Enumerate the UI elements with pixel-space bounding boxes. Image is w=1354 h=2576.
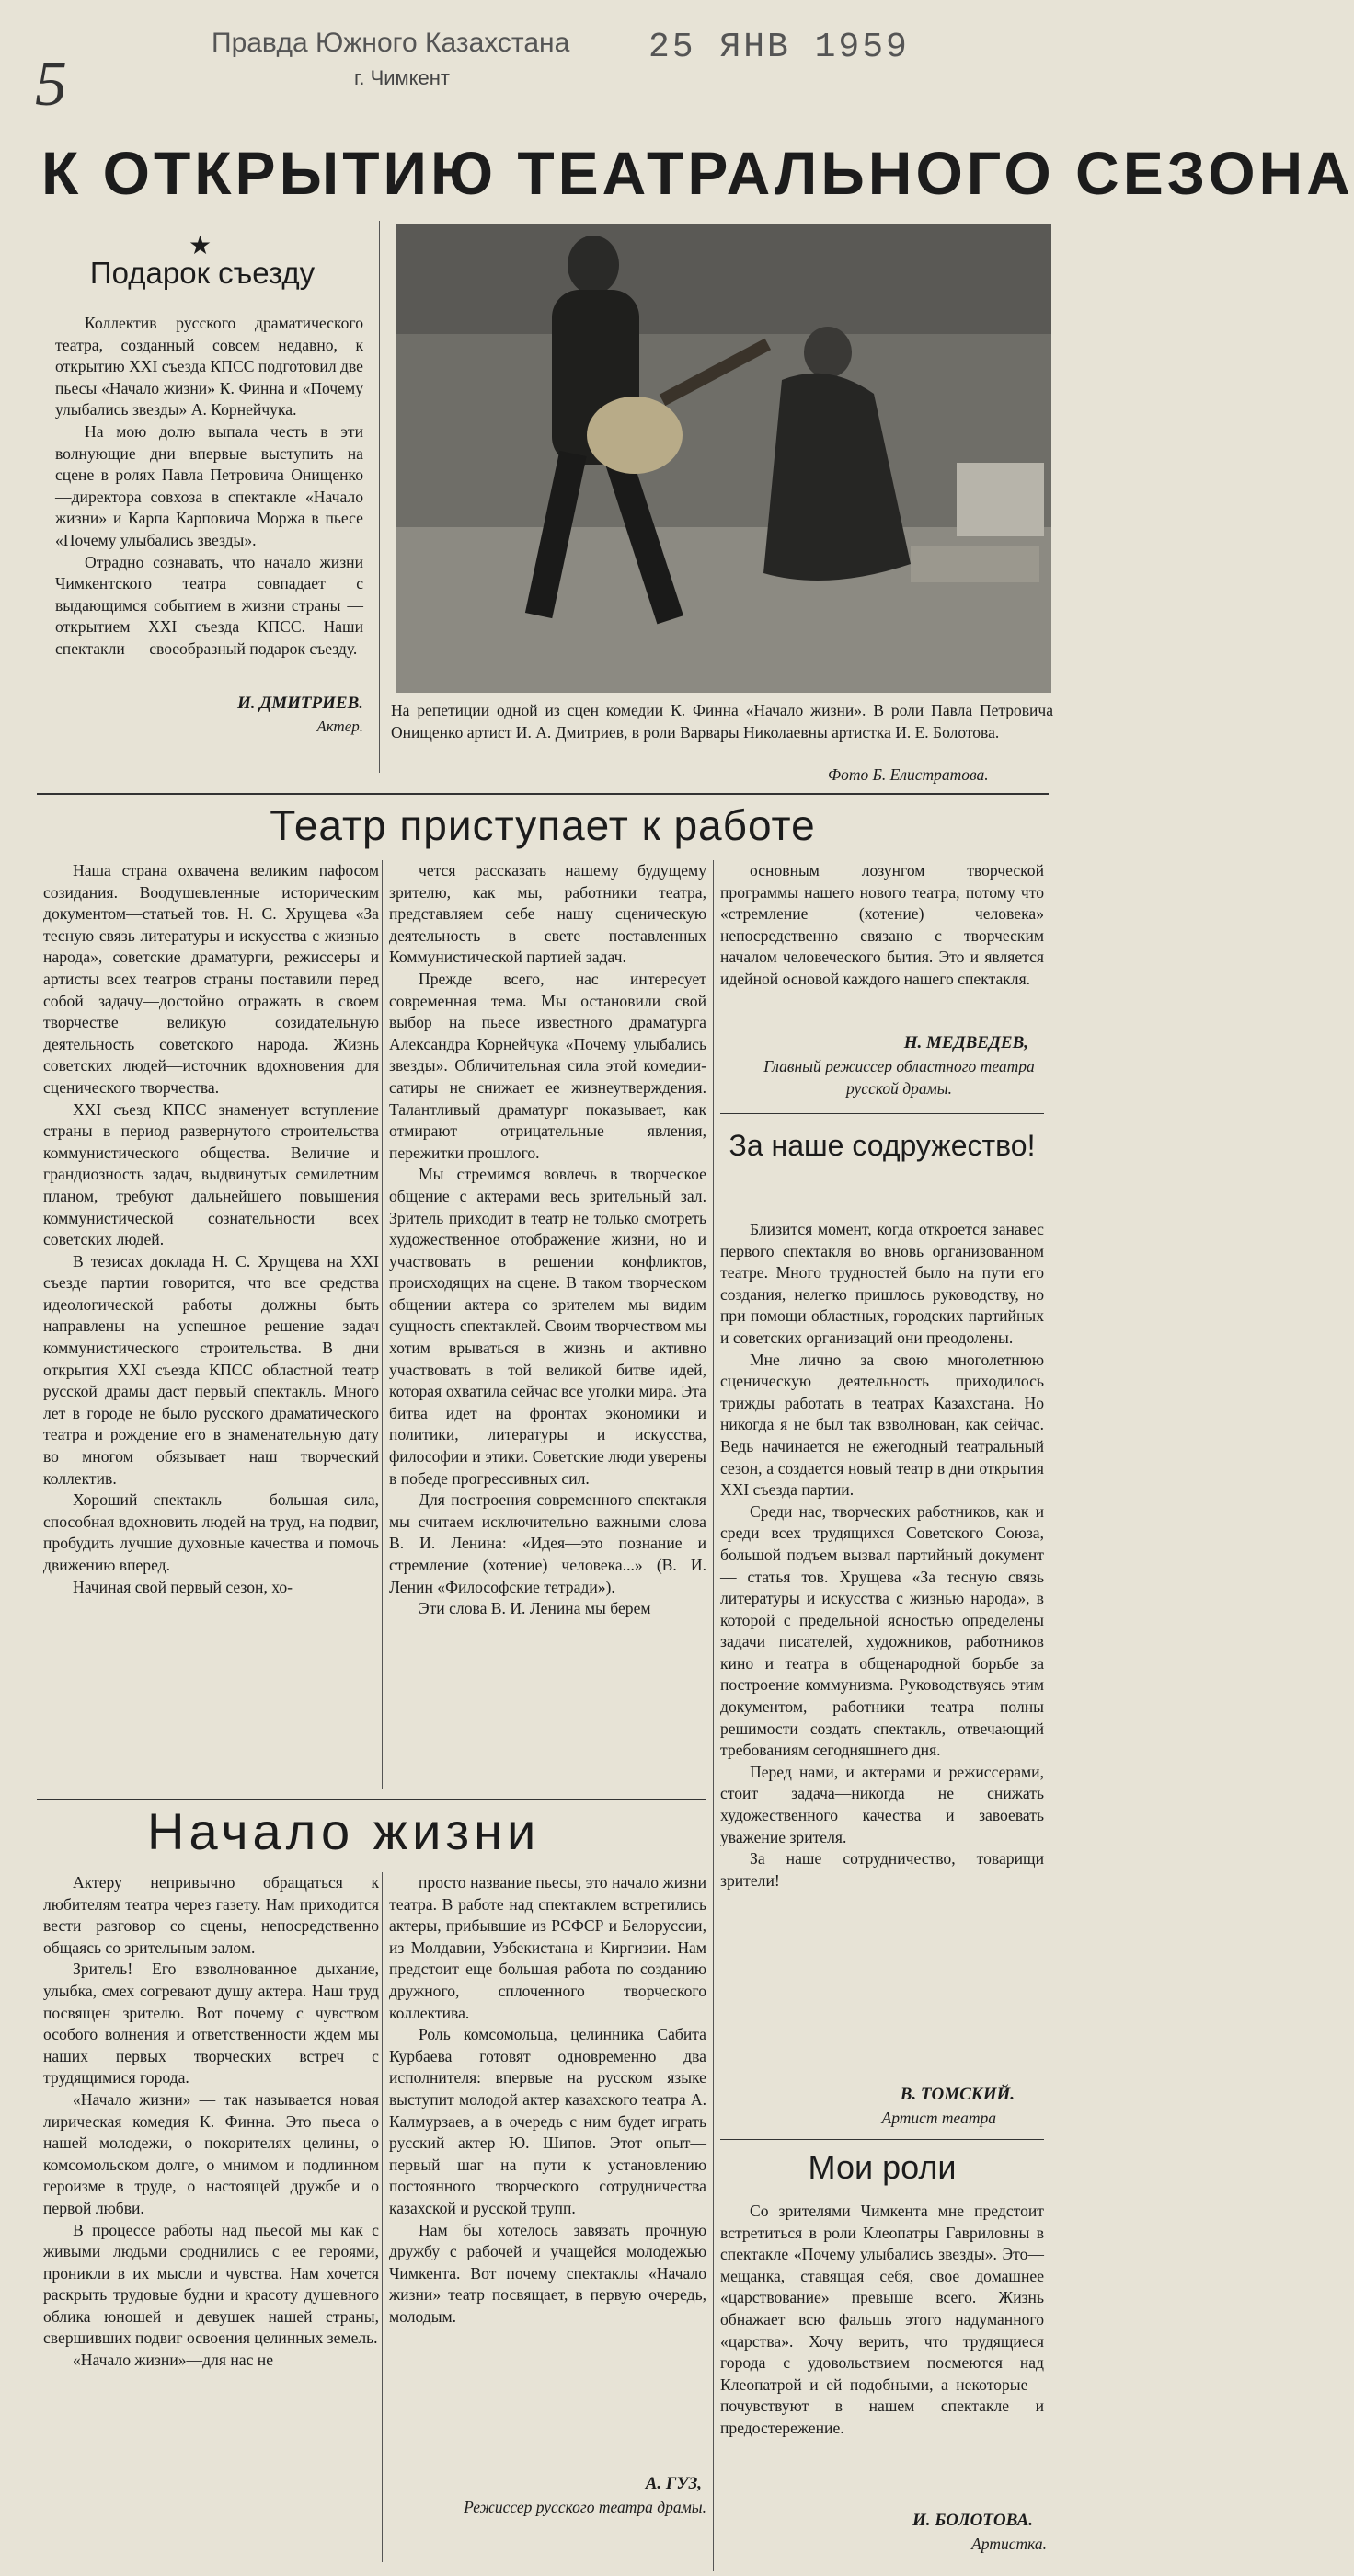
newspaper-name: Правда Южного Казахстана [212, 28, 570, 58]
life-paragraph: «Начало жизни»—для нас не [73, 2351, 274, 2370]
theatre-author-role: Главный режиссер областного театра русской драмы. [763, 1057, 1035, 1098]
gift-author-role: Актер. [316, 718, 363, 735]
life-paragraph: просто название пьесы, это начало жизни театра. В работе над спектаклем встретились актеры, прибывшие из РСФСР и Белоруссии, из Молдавии, Узбекистана и Киргизии. Нам предстоит еще большая работа по созданию дружного, сплоченного творческого коллектива. [389, 1873, 706, 2022]
roles-paragraph: Со зрителями Чимкента мне предстоит встретиться в роли Клеопатры Гавриловны в спектакле «Почему улыбались звезды». Это—мещанка, ставящая себя, свое домашнее «царствование» превыше всего. Жизнь обнажает всю фальшь этого надуманного «царства». Хочу верить, что трудящиеся города с удовольствием посмеются над Клеопатрой и ей подобными, а некоторые—почувствуют в нашем спектакле и предостережение. [720, 2202, 1044, 2437]
roles-author: И. БОЛОТОВА. [912, 2511, 1033, 2530]
theatre-paragraph: В тезисах доклада Н. С. Хрущева на XXI съезде партии говорится, что все средства идеологической работы должны быть направлены на успешное решение задач коммунистического строительства. В дни открытия XXI съезда КПСС областной театр русской драмы даст первый спектакль. Много лет в городе не было русского драматического театра и рождение его в знаменательную дату во многом обязывает наш творческий коллектив. [43, 1251, 379, 1488]
theatre-paragraph: Наша страна охвачена великим пафосом созидания. Воодушевленные историческим документом—статьей тов. Н. С. Хрущева «За тесную связь литературы и искусства с жизнью народа», советские драматурги, режиссеры и артисты всех театров страны поставили перед собой задачу—достойно отражать в своем творчестве великую созидательную деятельность советского народа. Жизнь советских людей—источник вдохновения для сценического творчества. [43, 861, 379, 1097]
life-paragraph: Актеру непривычно обращаться к любителям театра через газету. Нам приходится вести разговор со сцены, непосредственно общаясь со зрительным залом. [43, 1873, 379, 1957]
column-divider [382, 860, 383, 1789]
column-divider [382, 1872, 383, 2562]
life-author: А. ГУЗ, [645, 2474, 702, 2493]
gift-paragraph: Отрадно сознавать, что начало жизни Чимкентского театра совпадает с выдающимся событием в жизни страны — открытием XXI съезда КПСС. Наши спектакли — своеобразный подарок съезду. [55, 552, 363, 658]
margin-mark: 5 [35, 49, 67, 120]
theatre-paragraph: Для построения современного спектакля мы считаем исключительно важными слова В. И. Ленина: «Идея—это познание и стремление (хотение) человека...» (В. И. Ленин «Философские тетради»). [389, 1490, 706, 1596]
life-paragraph: Зритель! Его взволнованное дыхание, улыбка, смех согревают душу актера. Наш труд посвящен зрителю. Вот почему с чувством особого волнения и ответственности ждем мы наших первых творческих встреч с трудящимися города. [43, 1960, 379, 2087]
cooperation-paragraph: Среди нас, творческих работников, как и среди всех трудящихся Советского Союза, большой подъем вызвал партийный документ — статья тов. Хрущева «За тесную связь литературы и искусства с жизнью народа», в которой с предельной ясностью определены задачи писателей, художников, работников кино и театра в общенародной борьбе за построение коммунизма. Руководствуясь этим документом, работники театра полны решимости создать спектакль, отвечающий требованиям сегодняшнего дня. [720, 1501, 1044, 1760]
life-title: Начало жизни [147, 1802, 541, 1860]
life-author-role: Режиссер русского театра драмы. [464, 2498, 706, 2516]
theatre-column-3 [720, 860, 1044, 1035]
photo-credit: Фото Б. Елистратова. [828, 765, 989, 784]
life-paragraph: Роль комсомольца, целинника Сабита Курбаева готовят одновременно два исполнителя: впервые на русском языке выступит молодой актер казахского театра А. Калмурзаев, а в очередь с ним будет играть русский актер Ю. Шипов. Этот опыт—первый шаг на пути к установлению постоянного творческого сотрудничества казахской и русской трупп. [389, 2025, 706, 2217]
theatre-column-1 [43, 860, 379, 1780]
section-rule [37, 1799, 706, 1800]
cooperation-paragraph: Перед нами, и актерами и режиссерами, стоит задача—никогда не снижать художественного качества и завоевать уважение зрителя. [720, 1762, 1044, 1846]
roles-title: Мои роли [808, 2148, 957, 2186]
gift-paragraph: Коллектив русского драматического театра, созданный совсем недавно, к открытию XXI съезда КПСС подготовил две пьесы «Начало жизни» К. Финна и «Почему улыбались звезды» А. Корнейчука. [55, 314, 363, 420]
theatre-paragraph: Эти слова В. И. Ленина мы берем [419, 1599, 651, 1618]
gift-paragraph: На мою долю выпала честь в эти волнующие дни впервые выступить на сцене в ролях Павла Петровича Онищенко—директора совхоза в спектакле «Начало жизни» и Карпа Карповича Моржа в пьесе «Почему улыбались звезды». [55, 421, 363, 549]
theatre-author: Н. МЕДВЕДЕВ, [903, 1033, 1028, 1052]
theatre-paragraph: Мы стремимся вовлечь в творческое общение с актерами весь зрительный зал. Зритель приходит в театр не только смотреть художественное отображение жизни, но и участвовать в решении конфликтов, происходящих на сцене. В таком творческом общении актера со зрителем мы видим сущность спектаклей. Своим творчеством мы хотим врываться в жизнь и активно участвовать в той великой битве идей, которая охватила сейчас все уголки мира. Эта битва идет на фронтах экономики и политики, литературы и искусства, философии и этики. Советские люди уверены в победе прогрессивных сил. [389, 1165, 706, 1488]
cooperation-author: В. ТОМСКИЙ. [900, 2085, 1015, 2104]
section-rule [720, 2139, 1044, 2140]
gift-author: И. ДМИТРИЕВ. [236, 694, 363, 713]
column-divider [713, 860, 714, 2571]
section-rule [37, 793, 1049, 795]
roles-author-role: Артистка. [971, 2535, 1047, 2553]
cooperation-title: За наше содружество! [729, 1129, 1036, 1162]
theatre-title: Театр приступает к работе [270, 801, 816, 849]
city-name: г. Чимкент [354, 66, 450, 89]
theatre-paragraph: Прежде всего, нас интересует современная тема. Мы остановили свой выбор на пьесе известного драматурга Александра Корнейчука «Почему улыбались звезды». Обличительная сила этой комедии-сатиры не снижает ее жизнеутверждения. Талантливый драматург показывает, как отмирают отрицательные явления, пережитки прошлого. [389, 969, 706, 1162]
life-column-1 [43, 1872, 379, 2562]
gift-title: Подарок съезду [89, 256, 316, 290]
life-paragraph: «Начало жизни» — так называется новая лирическая комедия К. Финна. Это пьеса о нашей молодежи, о покорителях целины, о комсомольском долге, о мнимом и подлинном героизме в труде, о настоящей дружбе и о первой любви. [43, 2089, 379, 2217]
theatre-paragraph: Начиная свой первый сезон, хо- [73, 1577, 293, 1596]
cooperation-paragraph: Мне лично за свою многолетнюю сценическую деятельность приходилось трижды работать в театрах Казахстана. Но никогда я не был так взволнован, как сейчас. Ведь начинается не ежегодный театральный сезон, а создается новый театр в дни открытия XXI съезда партии. [720, 1350, 1044, 1500]
rehearsal-photo [396, 224, 1051, 693]
theatre-column-2 [389, 860, 706, 1789]
cooperation-article [720, 1219, 1044, 2079]
section-rule [720, 1113, 1044, 1114]
roles-article [720, 2201, 1044, 2504]
theatre-paragraph: основным лозунгом творческой программы нашего нового театра, потому что «стремление (хотение) человека» непосредственно связано с творческим началом человеческого бытия. Это и является идейной основой каждого нашего спектакля. [720, 861, 1044, 988]
cooperation-paragraph: За наше сотрудничество, товарищи зрители! [720, 1849, 1044, 1890]
cooperation-paragraph: Близится момент, когда откроется занавес первого спектакля во вновь организованном театре. Много трудностей было на пути его создания, нелегко пришлось руководству, но при помощи областных, городских партийных и советских организаций они преодолены. [720, 1220, 1044, 1347]
theatre-paragraph: чется рассказать нашему будущему зрителю, как мы, работники театра, представляем себе нашу сценическую деятельность в свете поставленных Коммунистической партией задач. [389, 861, 706, 967]
life-paragraph: В процессе работы над пьесой мы как с живыми людьми сроднились с ее героями, проникли в их мысли и чувства. Нам хочется раскрыть трудовые будни и красоту душевного облика юношей и девушек нашей страны, свершивших подвиг освоения целинных земель. [43, 2220, 379, 2348]
gift-article [55, 313, 363, 690]
photo-caption: На репетиции одной из сцен комедии К. Финна «Начало жизни». В роли Павла Петровича Онищенко артист И. А. Дмитриев, в роли Варвары Николаевны артистка И. Е. Болотова. [391, 701, 1053, 742]
star-icon: ★ [189, 232, 212, 260]
life-column-2 [389, 1872, 706, 2443]
life-paragraph: Нам бы хотелось завязать прочную дружбу с рабочей и учащейся молодежью Чимкента. Вот почему спектаклы «Начало жизни» театр посвящает, в первую очередь, молодым. [389, 2220, 706, 2326]
theatre-paragraph: Хороший спектакль — большая сила, способная вдохновить людей на труд, на подвиг, пробудить лучшие духовные качества и помочь движению вперед. [43, 1490, 379, 1574]
date-stamp: 25 ЯНВ 1959 [648, 28, 910, 67]
column-divider [379, 221, 380, 773]
theatre-paragraph: XXI съезд КПСС знаменует вступление страны в период развернутого строительства коммунистического общества. Величие и грандиозность задач, выдвинутых семилетним планом, требуют дальнейшего повышения коммунистической сознательности всех советских людей. [43, 1099, 379, 1249]
main-headline: К ОТКРЫТИЮ ТЕАТРАЛЬНОГО СЕЗОНА [41, 139, 1354, 207]
cooperation-author-role: Артист театра [881, 2109, 996, 2127]
